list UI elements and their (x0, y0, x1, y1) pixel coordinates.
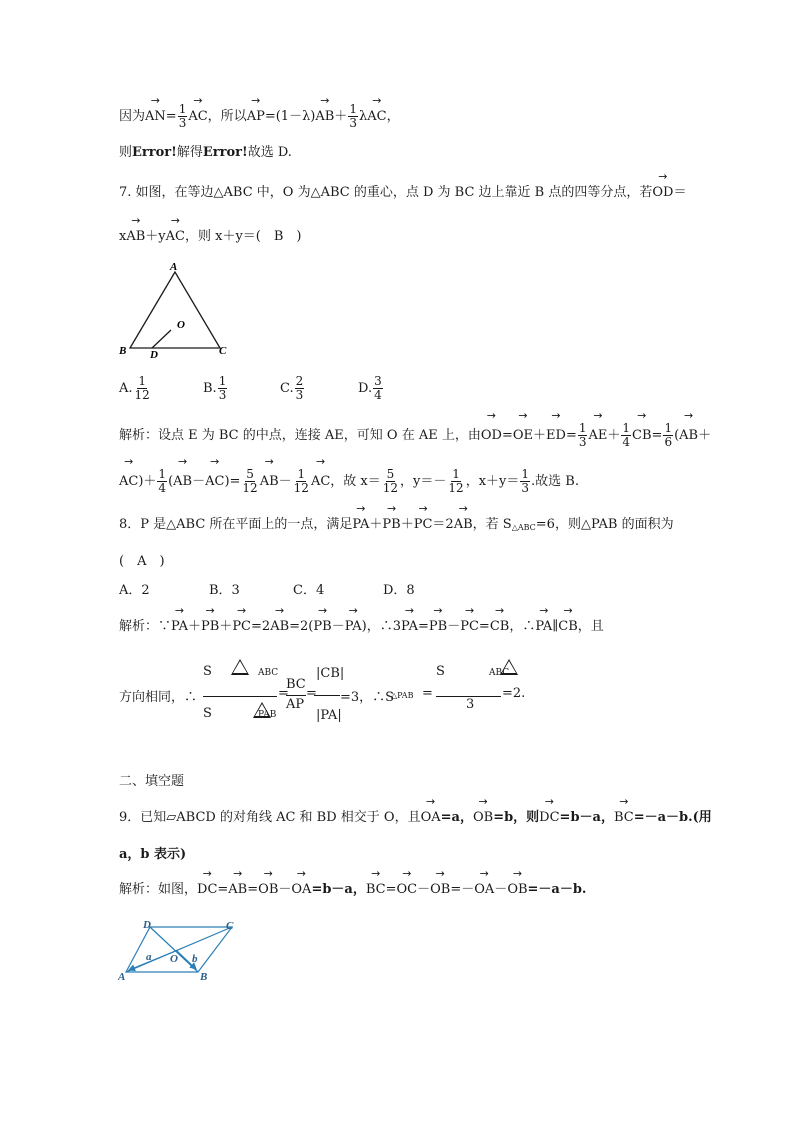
option-b[interactable]: B. $\frac{1}{3}$ (203, 374, 227, 402)
vector-ab: → AB (260, 468, 279, 496)
text: x (119, 229, 127, 244)
vector-ab: → AB (228, 880, 247, 900)
label-c: C (219, 345, 227, 357)
label-b: B (119, 345, 127, 357)
text: ，则 x＋y＝( B ) (185, 229, 302, 244)
triangle-figure (115, 258, 235, 360)
text: ＋ (334, 109, 348, 124)
text: ，所以 (207, 109, 247, 124)
option-a[interactable]: A．2 (119, 583, 150, 598)
vector-ac: → AC (311, 468, 330, 496)
vector-od: → OD (481, 422, 502, 450)
fraction: $\frac{1}{3}$ (178, 102, 187, 130)
text: ＋y (145, 229, 166, 244)
s7-line-2: → AC)＋ $\frac{1}{4}$ (→ AB－→ AC)= $\frac{5}{12}$ → AB－ $\frac{1}{12}$ → AC，故 x＝ $\frac{5}{12}$ ，y＝－ $\frac{1}{12}$ ，x＋y＝ $\frac{1}{3}$ .故选 B. (119, 468, 579, 496)
parallelogram-figure (118, 918, 242, 982)
option-d[interactable]: D. $\frac{3}{4}$ (358, 374, 382, 402)
vector-oa: → OA (291, 880, 311, 900)
q7-line-1 (119, 183, 686, 203)
vector-ab: → AB (454, 515, 473, 535)
error-text: Error! (132, 145, 177, 160)
vector-an: → AN (145, 107, 166, 127)
s8-formula: 方向相同，∴ S ABC S PAB = BC AP = |CB| |PA| =3，∴S △PAB = S ABC 3 =2. (0, 0, 794, 20)
vector-ab: → AB (315, 107, 334, 127)
vector-dc: → DC (197, 880, 217, 900)
q8-line-2: ( A ) (119, 554, 165, 569)
vector-oc: → OC (397, 880, 418, 900)
option-b[interactable]: B．3 (209, 583, 240, 598)
vector-pb: → PB (382, 515, 400, 535)
vector-oa: → OA (474, 880, 494, 900)
label-d: D (143, 919, 151, 931)
vector-ab: → AB (126, 227, 145, 247)
vector-ac: → AC (367, 107, 386, 127)
s7-line-1: 解析：设点 E 为 BC 的中点，连接 AE，可知 O 在 AE 上，由→ OD=→ OE＋→ ED= $\frac{1}{3}$ → AE＋ $\frac{1}{4}$ → CB= $\frac{1}{6}$ (→ AB＋ (119, 422, 711, 450)
option-c[interactable]: C. $\frac{2}{3}$ (280, 374, 304, 402)
text: 因为 (119, 109, 146, 124)
q8-options (119, 581, 415, 601)
vector-cb: → CB (490, 617, 510, 637)
q9-line-2: a，b 表示) (119, 847, 187, 862)
fraction: $\frac{1}{3}$ (349, 102, 357, 130)
vector-pc: → PC (414, 515, 433, 535)
vector-dc: → DC (539, 808, 559, 828)
q7-line-2 (119, 227, 302, 247)
text: 故选 D. (247, 145, 292, 160)
diagonal-bd (150, 927, 198, 972)
vector-ap: → AP (247, 107, 265, 127)
vector-ob: → OB (430, 880, 450, 900)
vector-ae: → AE (588, 422, 607, 450)
vector-ac: → AC (119, 468, 138, 496)
option-a[interactable]: A. $\frac{1}{12}$ (119, 374, 150, 402)
label-b: B (200, 971, 208, 982)
triangle-abc (130, 272, 220, 348)
vector-bc: → BC (366, 880, 386, 900)
text-line-2 (119, 143, 292, 163)
text: ＝ (673, 185, 687, 200)
vector-pc: → PC (232, 617, 251, 637)
text: ， (386, 109, 400, 124)
vector-pb: → PB (313, 617, 331, 637)
section-heading: 二、填空题 (119, 774, 185, 789)
vector-ac: → AC (166, 227, 185, 247)
vector-ab: → AB (173, 468, 192, 496)
vector-pa: → PA (352, 515, 369, 535)
vector-bc: → BC (614, 808, 634, 828)
vector-pb: → PB (201, 617, 219, 637)
text-line-1 (119, 103, 400, 130)
vector-ac: → AC (188, 107, 207, 127)
s9-line: 解析：如图，→ DC=→ AB=→ OB－→ OA=b－a，→ BC=→ OC－→ OB=－→ OA－→ OB=－a－b. (119, 880, 586, 900)
label-vec-a: a (146, 951, 152, 963)
vector-od: → OD (652, 183, 673, 203)
q8-line-1: 8．P 是△ABC 所在平面上的一点，满足→ PA＋→ PB＋→ PC＝2→ AB，若 $S_{\triangle ABC}=6$，则△PAB 的面积为 (119, 515, 674, 538)
vector-cb: → CB (632, 422, 652, 450)
vector-oa: → OA (421, 808, 441, 828)
label-a: A (170, 261, 178, 273)
vector-ob: → OB (258, 880, 278, 900)
label-d: D (150, 349, 158, 360)
text: 解得 (176, 145, 203, 160)
option-d[interactable]: D．8 (383, 583, 415, 598)
vector-pa: → PA (401, 617, 418, 637)
text: 则 (119, 145, 133, 160)
label-o: O (170, 953, 178, 965)
label-c: C (226, 920, 234, 932)
vector-ab: → AB (679, 422, 698, 450)
vector-pa: → PA (535, 617, 552, 637)
q9-line-1: 9．已知▱ABCD 的对角线 AC 和 BD 相交于 O，且→ OA=a，→ OB=b，则→ DC=b－a，→ BC=－a－b.(用 (119, 808, 712, 828)
vector-cb: → CB (558, 617, 578, 637)
triangle-symbol (231, 659, 249, 675)
vector-pc: → PC (460, 617, 479, 637)
vector-pa: → PA (171, 617, 188, 637)
s8-line-1: 解析：∵→ PA＋→ PB＋→ PC=2→ AB=2(→ PB－→ PA)，∴3→ PA=→ PB－→ PC=→ CB，∴→ PA∥→ CB，且 (119, 617, 604, 637)
label-a: A (118, 971, 126, 982)
text: λ (358, 109, 368, 124)
text: =(1－λ) (264, 109, 316, 124)
vector-pb: → PB (429, 617, 447, 637)
q7-options (119, 374, 384, 404)
text: = (165, 109, 177, 124)
vector-oe: → OE (513, 422, 533, 450)
vector-ac: → AC (205, 468, 224, 496)
vector-ed: → ED (546, 422, 566, 450)
error-text: Error! (202, 145, 248, 160)
vector-ab: → AB (270, 617, 289, 637)
text: 7. 如图，在等边△ABC 中，O 为△ABC 的重心，点 D 为 BC 边上靠近 B 点的四等分点，若 (119, 185, 653, 200)
vector-ob: → OB (473, 808, 493, 828)
vector-ob: → OB (507, 880, 527, 900)
vector-pa: → PA (345, 617, 362, 637)
segment-od (152, 330, 171, 348)
label-vec-b: b (192, 953, 198, 965)
label-o: O (177, 319, 185, 331)
option-c[interactable]: C．4 (293, 583, 325, 598)
